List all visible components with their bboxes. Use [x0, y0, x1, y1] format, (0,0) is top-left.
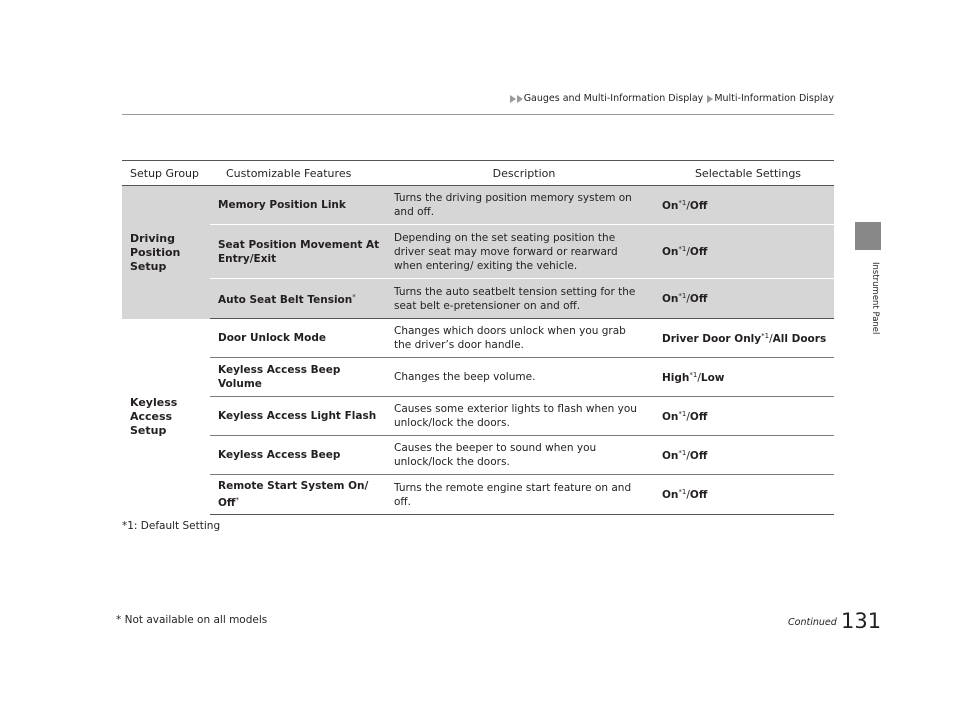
feature-description: Turns the auto seatbelt tension setting for the seat belt e-pretensioner on and off. — [394, 285, 636, 312]
selectable-settings: High$^{*1}$/Low — [662, 370, 725, 384]
table-row — [210, 225, 834, 279]
feature-description: Turns the driving position memory system on and off. — [394, 192, 632, 218]
feature-description: Depending on the set seating position the driver seat may move forward or rearward when entering/ exiting the vehicle. — [394, 231, 618, 272]
feature-name: Auto Seat Belt Tension* — [218, 293, 356, 306]
selectable-settings: On$^{*1}$/Off — [662, 488, 708, 501]
section-side-label: Instrument Panel — [870, 262, 880, 335]
feature-description: Turns the remote engine start feature on and off. — [394, 481, 632, 508]
table-row — [210, 436, 834, 475]
feature-name: Seat Position Movement At Entry/Exit — [218, 238, 380, 265]
table-header — [122, 160, 834, 186]
feature-name: Memory Position Link — [218, 199, 346, 211]
setup-group-driving-position — [122, 186, 834, 319]
table-row — [210, 475, 834, 515]
feature-description: Changes the beep volume. — [394, 371, 536, 383]
table-row — [210, 186, 834, 225]
table-row — [210, 319, 834, 358]
settings-table — [122, 160, 834, 515]
feature-name: Door Unlock Mode — [218, 332, 326, 344]
header-rule — [122, 114, 834, 115]
setup-group-keyless-access — [122, 319, 834, 515]
breadcrumb-arrow-icon — [510, 95, 516, 103]
page-number: 131 — [841, 609, 882, 633]
feature-name: Keyless Access Beep Volume — [218, 364, 341, 390]
feature-name: Remote Start System On/ Off* — [218, 480, 369, 509]
column-header: Selectable Settings — [694, 166, 802, 180]
feature-description: Causes some exterior lights to flash when you unlock/lock the doors. — [394, 403, 637, 429]
feature-description: Changes which doors unlock when you grab the driver’s door handle. — [394, 325, 626, 351]
selectable-settings: On$^{*1}$/Off — [662, 448, 708, 462]
table-row — [210, 358, 834, 397]
setup-group-label: Driving Position Setup — [130, 231, 181, 273]
column-header: Customizable Features — [226, 166, 352, 180]
selectable-settings: On$^{*1}$/Off — [662, 292, 708, 305]
breadcrumb-item[interactable]: Multi-Information Display — [714, 93, 834, 104]
breadcrumb-arrow-icon — [517, 95, 523, 103]
column-header: Setup Group — [130, 166, 200, 180]
breadcrumb-arrow-icon — [707, 95, 713, 103]
setup-group-label: Keyless Access Setup — [130, 396, 178, 437]
breadcrumb — [510, 93, 834, 104]
feature-description: Causes the beeper to sound when you unlock/lock the doors. — [394, 442, 597, 468]
feature-name: Keyless Access Light Flash — [218, 410, 377, 422]
availability-note: * Not available on all models — [116, 614, 268, 626]
continued-label: Continued — [788, 617, 837, 628]
selectable-settings: Driver Door Only$^{*1}$/All Doors — [662, 331, 827, 345]
table-row — [210, 397, 834, 436]
default-setting-footnote: *1: Default Setting — [122, 520, 221, 532]
feature-name: Keyless Access Beep — [218, 449, 341, 461]
column-header: Description — [492, 166, 556, 180]
table-row — [210, 279, 834, 319]
selectable-settings: On$^{*1}$/Off — [662, 198, 708, 212]
section-tab-marker — [855, 222, 881, 250]
selectable-settings: On$^{*1}$/Off — [662, 409, 708, 423]
breadcrumb-item[interactable]: Gauges and Multi-Information Display — [523, 93, 704, 104]
selectable-settings: On$^{*1}$/Off — [662, 245, 708, 258]
